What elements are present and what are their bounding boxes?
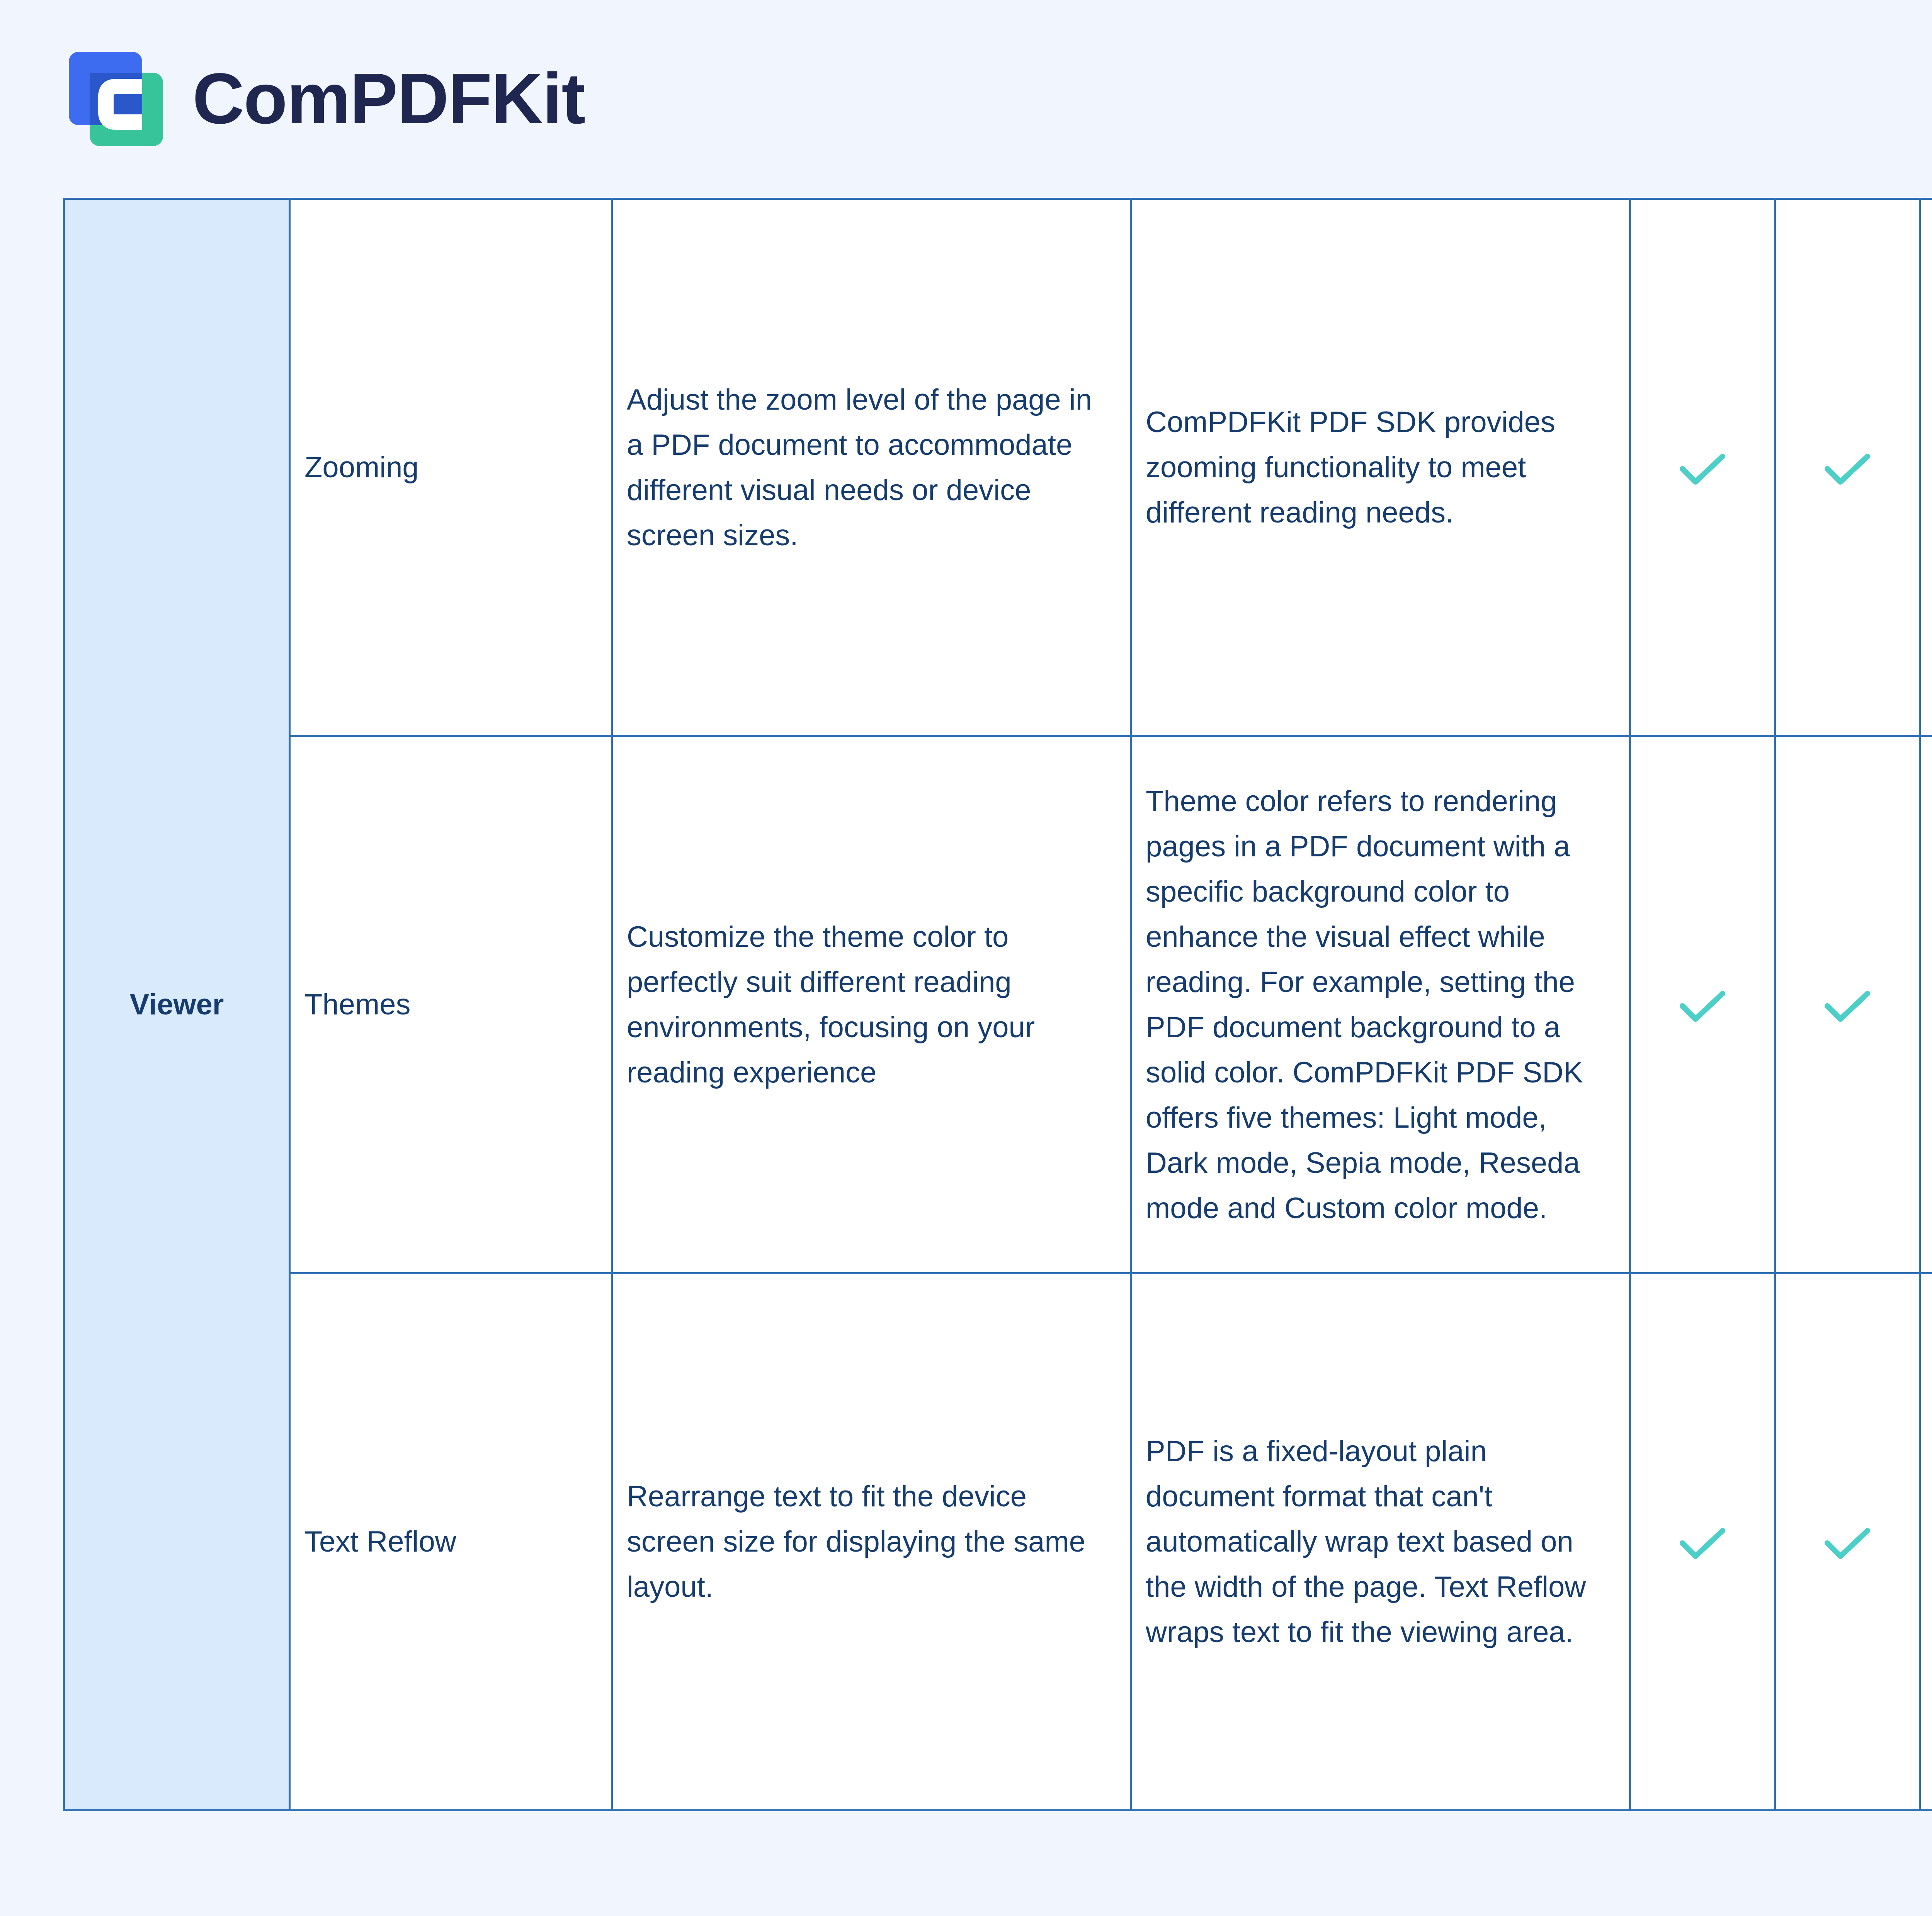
support-cell bbox=[1775, 1273, 1920, 1811]
compdfkit-logo-icon bbox=[66, 49, 165, 148]
support-cell bbox=[1630, 736, 1775, 1273]
table-row bbox=[64, 736, 1932, 1273]
brand-header bbox=[66, 49, 585, 148]
brand-name: ComPDFKit bbox=[192, 59, 585, 139]
support-cell bbox=[1920, 736, 1932, 1273]
checkmark-icon bbox=[1824, 1528, 1871, 1560]
feature-comparison-table bbox=[63, 198, 1932, 1811]
feature-details-cell: PDF is a fixed-layout plain document format that can't automatically wrap text based on the width of the page. Text Reflow wraps text to fit the viewing area. bbox=[1131, 1273, 1630, 1811]
checkmark-icon bbox=[1824, 453, 1871, 486]
category-cell: Viewer bbox=[64, 199, 290, 1811]
feature-details-cell: ComPDFKit PDF SDK provides zooming functionality to meet different reading needs. bbox=[1131, 199, 1630, 736]
feature-name-cell: Themes bbox=[290, 736, 612, 1273]
support-cell bbox=[1920, 1273, 1932, 1811]
checkmark-icon bbox=[1679, 453, 1726, 486]
support-cell bbox=[1920, 199, 1932, 736]
table-row bbox=[64, 1273, 1932, 1811]
feature-description-cell: Adjust the zoom level of the page in a PDF document to accommodate different visual needs or device screen sizes. bbox=[612, 199, 1131, 736]
feature-name-cell: Zooming bbox=[290, 199, 612, 736]
checkmark-icon bbox=[1824, 990, 1871, 1023]
feature-details-cell: Theme color refers to rendering pages in a PDF document with a specific background color to enhance the visual effect while reading. For example, setting the PDF document background to a solid color. ComPDFKit PDF SDK offers five themes: Light mode, Dark mode, Sepia mode, Reseda mode and Custom color mode. bbox=[1131, 736, 1630, 1273]
table-row bbox=[64, 199, 1932, 736]
feature-name-cell: Text Reflow bbox=[290, 1273, 612, 1811]
support-cell bbox=[1775, 736, 1920, 1273]
checkmark-icon bbox=[1679, 990, 1726, 1023]
support-cell bbox=[1775, 199, 1920, 736]
feature-description-cell: Customize the theme color to perfectly suit different reading environments, focusing on your reading experience bbox=[612, 736, 1131, 1273]
feature-description-cell: Rearrange text to fit the device screen size for displaying the same layout. bbox=[612, 1273, 1131, 1811]
support-cell bbox=[1630, 1273, 1775, 1811]
support-cell bbox=[1630, 199, 1775, 736]
checkmark-icon bbox=[1679, 1528, 1726, 1560]
